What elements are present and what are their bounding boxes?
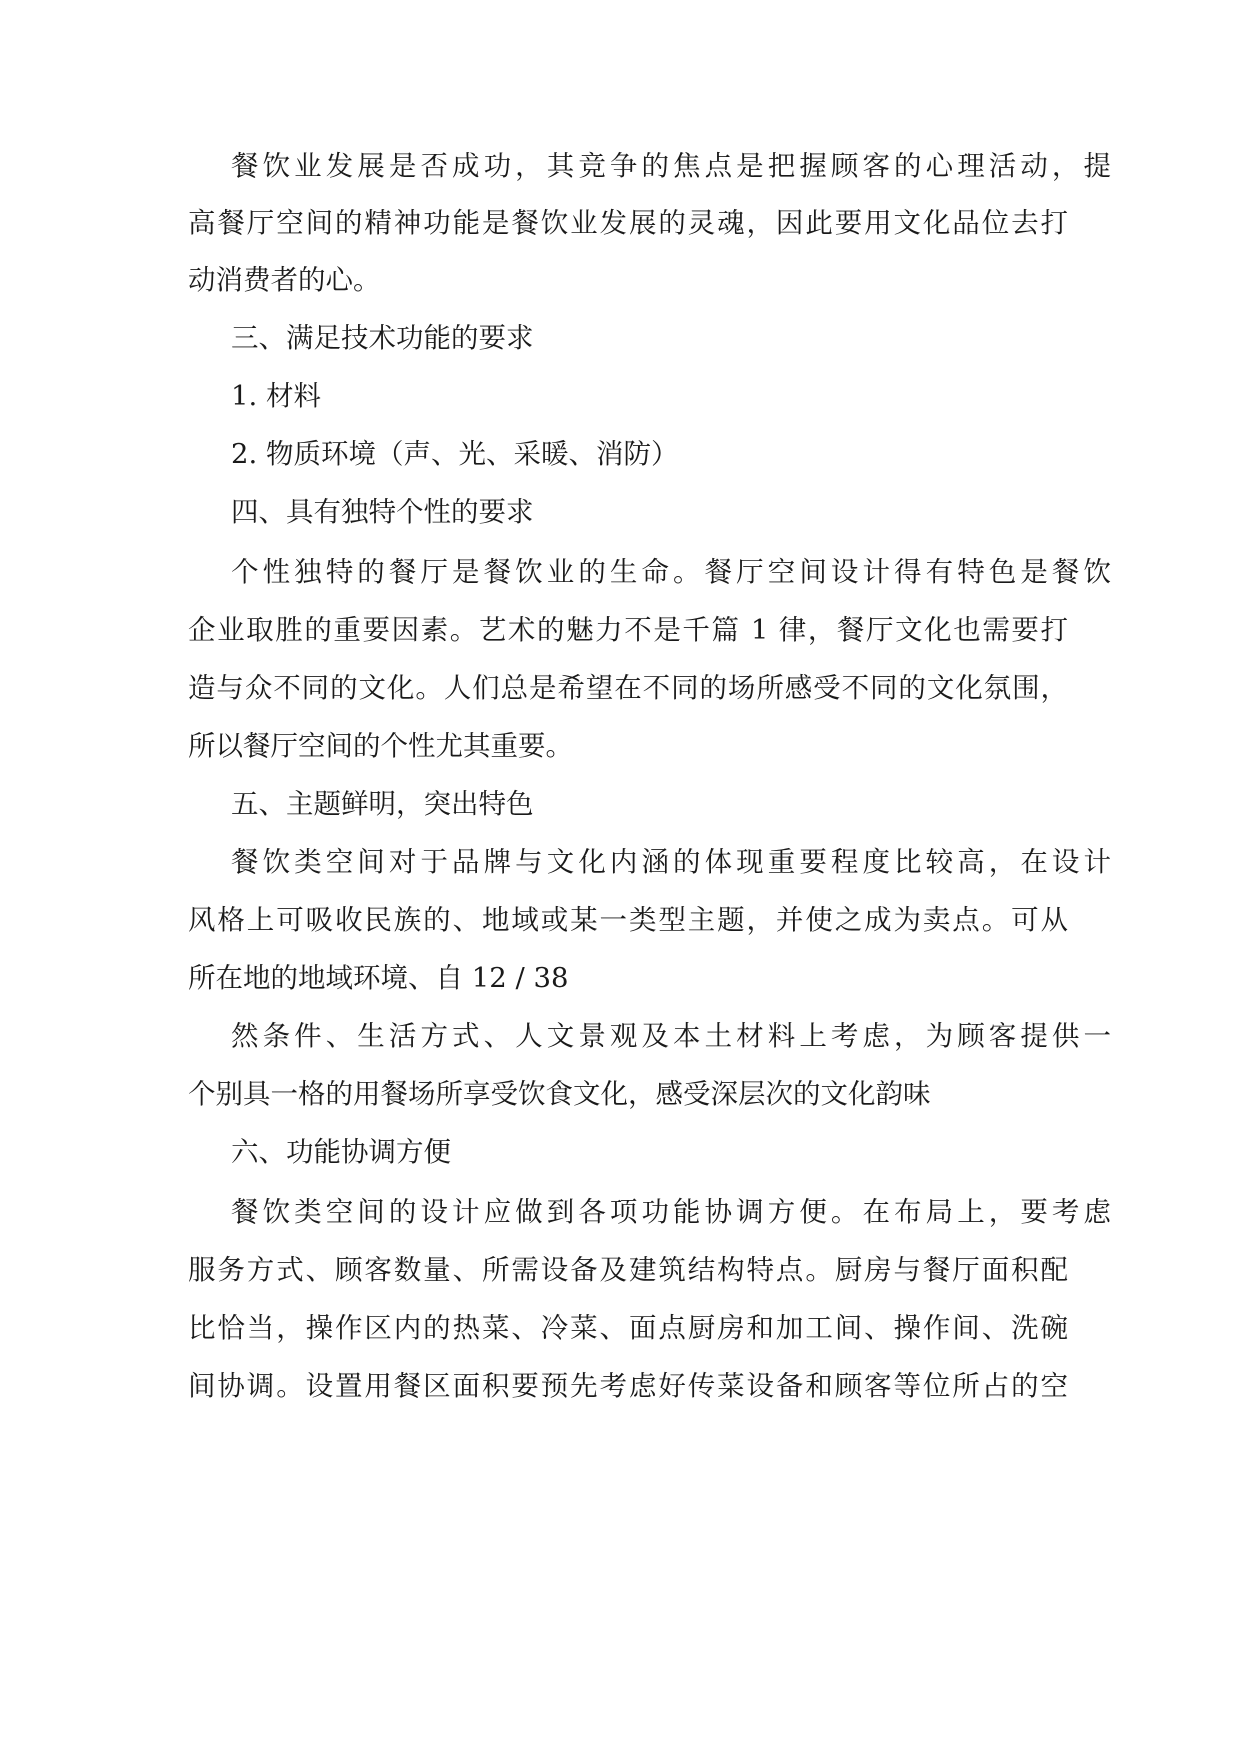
paragraph-line: 个性独特的餐厅是餐饮业的生命。餐厅空间设计得有特色是餐饮: [231, 556, 1111, 588]
paragraph-line: 服务方式、顾客数量、所需设备及建筑结构特点。厨房与餐厅面积配: [188, 1254, 1068, 1286]
paragraph-line: 所以餐厅空间的个性尤其重要。: [188, 730, 573, 762]
section-heading: 五、主题鲜明，突出特色: [231, 788, 534, 820]
section-heading: 四、具有独特个性的要求: [231, 496, 534, 528]
paragraph-line: 造与众不同的文化。人们总是希望在不同的场所感受不同的文化氛围，: [188, 672, 1068, 704]
paragraph-line: 间协调。设置用餐区面积要预先考虑好传菜设备和顾客等位所占的空: [188, 1370, 1068, 1402]
paragraph-line: 风格上可吸收民族的、地域或某一类型主题，并使之成为卖点。可从: [188, 904, 1068, 936]
paragraph-line: 然条件、生活方式、人文景观及本土材料上考虑，为顾客提供一: [231, 1020, 1111, 1052]
section-heading: 六、功能协调方便: [231, 1136, 451, 1168]
paragraph-line: 餐饮类空间的设计应做到各项功能协调方便。在布局上，要考虑: [231, 1196, 1111, 1228]
paragraph-line: 比恰当，操作区内的热菜、冷菜、面点厨房和加工间、操作间、洗碗: [188, 1312, 1068, 1344]
paragraph-line: 高餐厅空间的精神功能是餐饮业发展的灵魂，因此要用文化品位去打: [188, 207, 1068, 239]
paragraph-line: 动消费者的心。: [188, 264, 381, 296]
paragraph-line: 餐饮类空间对于品牌与文化内涵的体现重要程度比较高，在设计: [231, 846, 1111, 878]
paragraph-line-with-page-number: 所在地的地域环境、自 12 / 38: [188, 962, 569, 994]
list-item: 2. 物质环境（声、光、采暖、消防）: [231, 438, 679, 470]
paragraph-line: 企业取胜的重要因素。艺术的魅力不是千篇 1 律，餐厅文化也需要打: [188, 614, 1068, 646]
paragraph-line: 餐饮业发展是否成功，其竞争的焦点是把握顾客的心理活动，提: [231, 150, 1111, 182]
list-item: 1. 材料: [231, 380, 321, 412]
paragraph-line: 个别具一格的用餐场所享受饮食文化，感受深层次的文化韵味: [188, 1078, 931, 1110]
section-heading: 三、满足技术功能的要求: [231, 322, 534, 354]
